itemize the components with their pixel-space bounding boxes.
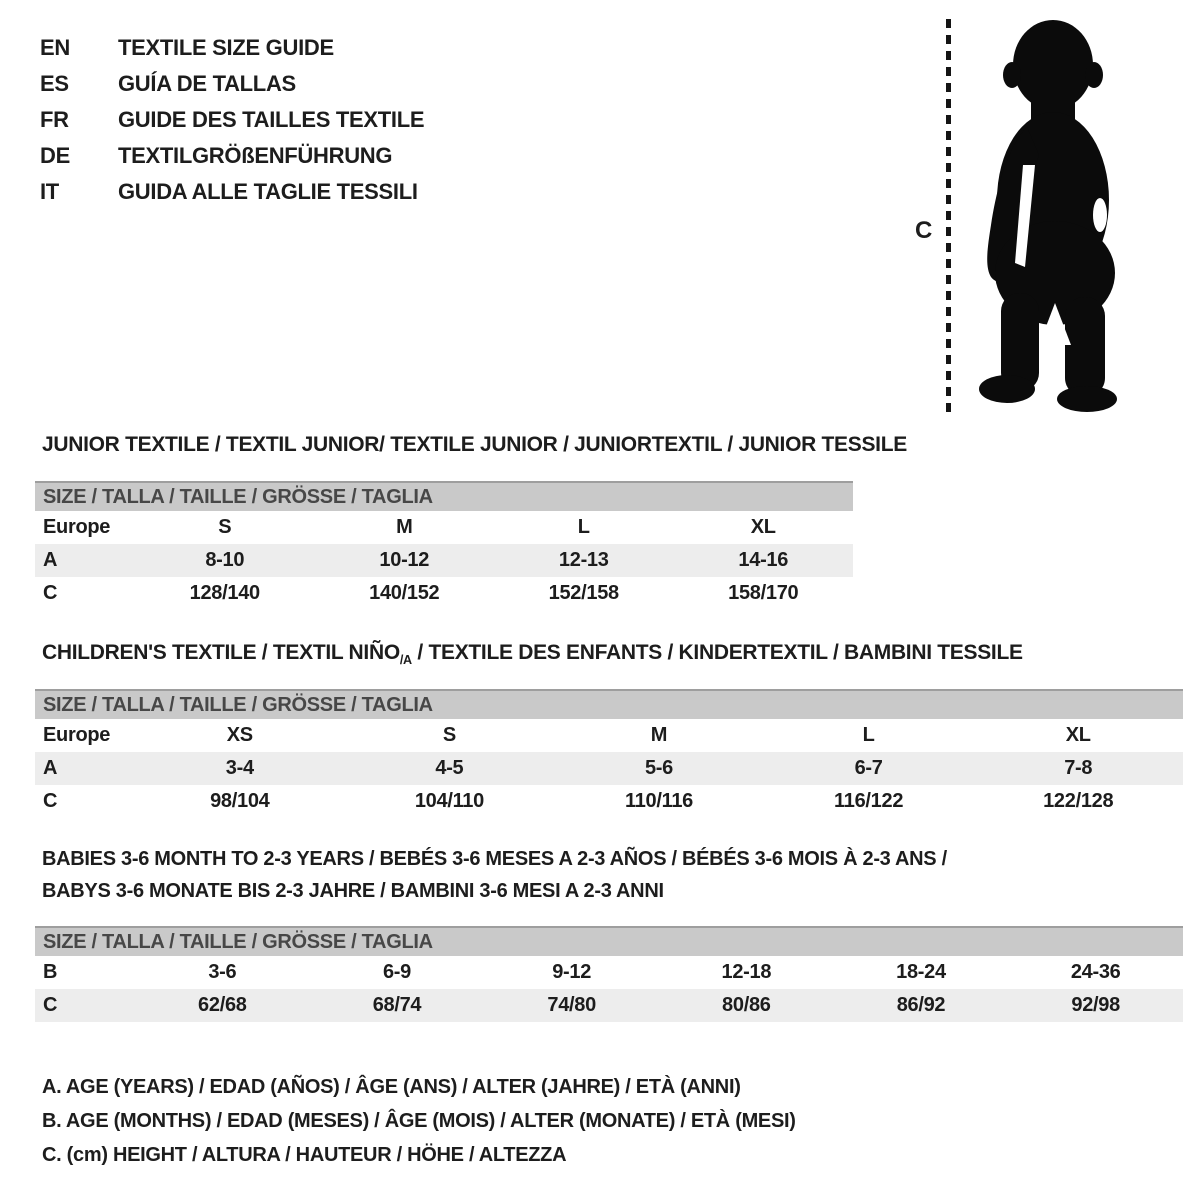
row-label: C <box>43 582 58 604</box>
height-cell: 158/170 <box>728 582 799 604</box>
children-size-header-bar: SIZE / TALLA / TAILLE / GRÖSSE / TAGLIA <box>35 689 1183 719</box>
legend-line-a: A. AGE (YEARS) / EDAD (AÑOS) / ÂGE (ANS) / ALTER (JAHRE) / ETÀ (ANNI) <box>42 1076 741 1098</box>
babies-section-title <box>42 843 947 907</box>
row-label: B <box>43 961 58 983</box>
size-cell: XS <box>226 724 253 746</box>
language-title-block <box>40 30 424 210</box>
height-cell: 68/74 <box>372 994 422 1016</box>
size-cell: XL <box>750 516 776 538</box>
babies-title-line1: BABIES 3-6 MONTH TO 2-3 YEARS / BEBÉS 3-6 MESES A 2-3 AÑOS / BÉBÉS 3-6 MOIS À 2-3 ANS / <box>42 848 947 870</box>
height-cell: 152/158 <box>548 582 619 604</box>
age-cell: 4-5 <box>435 757 464 779</box>
row-label: A <box>43 549 58 571</box>
guide-title-it: GUIDA ALLE TAGLIE TESSILI <box>118 179 418 204</box>
table-row <box>35 544 853 577</box>
table-row <box>35 956 1183 989</box>
age-cell: 5-6 <box>644 757 673 779</box>
language-code: FR <box>40 107 69 132</box>
language-row-it <box>40 174 424 210</box>
height-measure-figure <box>915 15 1155 420</box>
height-cell: 110/116 <box>624 790 693 812</box>
babies-size-table <box>35 926 1183 1022</box>
row-label: C <box>43 790 58 812</box>
months-cell: 24-36 <box>1070 961 1121 983</box>
toddler-silhouette-icon <box>963 15 1143 415</box>
height-cell: 116/122 <box>834 790 904 812</box>
language-code: EN <box>40 35 70 60</box>
size-cell: M <box>396 516 413 538</box>
height-cell: 122/128 <box>1043 790 1114 812</box>
table-row <box>35 785 1183 818</box>
size-cell: L <box>577 516 590 538</box>
language-row-en <box>40 30 424 66</box>
height-cell: 92/98 <box>1071 994 1120 1016</box>
table-row <box>35 577 853 610</box>
babies-size-header-bar: SIZE / TALLA / TAILLE / GRÖSSE / TAGLIA <box>35 926 1183 956</box>
junior-size-header-bar: SIZE / TALLA / TAILLE / GRÖSSE / TAGLIA <box>35 481 853 511</box>
months-cell: 18-24 <box>896 961 946 983</box>
size-cell: M <box>650 724 668 746</box>
children-title-suffix: / TEXTILE DES ENFANTS / KINDERTEXTIL / BAMBINI TESSILE <box>411 641 1023 664</box>
language-code: DE <box>40 143 70 168</box>
table-row <box>35 719 1183 752</box>
row-label: A <box>43 757 58 779</box>
height-cell: 98/104 <box>210 790 270 812</box>
guide-title-es: GUÍA DE TALLAS <box>118 71 296 96</box>
row-label: C <box>43 994 58 1016</box>
size-cell: XL <box>1065 724 1091 746</box>
age-cell: 3-4 <box>225 757 254 779</box>
age-cell: 8-10 <box>205 549 245 571</box>
height-dashed-line <box>946 19 951 417</box>
language-code: ES <box>40 71 69 96</box>
height-cell: 80/86 <box>722 994 771 1016</box>
height-cell: 62/68 <box>198 994 247 1016</box>
language-row-de <box>40 138 424 174</box>
age-cell: 7-8 <box>1064 757 1093 779</box>
children-size-table <box>35 689 1183 818</box>
age-cell: 6-7 <box>854 757 883 779</box>
legend-line-b: B. AGE (MONTHS) / EDAD (MESES) / ÂGE (MOIS) / ALTER (MONATE) / ETÀ (MESI) <box>42 1110 796 1132</box>
size-cell: S <box>442 724 456 746</box>
row-label: Europe <box>43 724 111 746</box>
size-cell: S <box>218 516 232 538</box>
table-row <box>35 511 853 544</box>
months-cell: 12-18 <box>721 961 772 983</box>
children-section-title <box>42 641 1023 667</box>
language-row-es <box>40 66 424 102</box>
table-row <box>35 989 1183 1022</box>
height-cell: 104/110 <box>414 790 484 812</box>
children-title-subscript: /A <box>399 653 412 668</box>
table-row <box>35 752 1183 785</box>
age-cell: 10-12 <box>379 549 430 571</box>
legend-line-c: C. (cm) HEIGHT / ALTURA / HAUTEUR / HÖHE / ALTEZZA <box>42 1144 567 1166</box>
height-cell: 128/140 <box>189 582 260 604</box>
height-measure-label: C <box>915 217 933 244</box>
language-row-fr <box>40 102 424 138</box>
junior-section-title: JUNIOR TEXTILE / TEXTIL JUNIOR/ TEXTILE JUNIOR / JUNIORTEXTIL / JUNIOR TESSILE <box>42 433 907 456</box>
age-cell: 12-13 <box>558 549 609 571</box>
babies-title-line2: BABYS 3-6 MONATE BIS 2-3 JAHRE / BAMBINI 3-6 MESI A 2-3 ANNI <box>42 880 664 902</box>
height-cell: 74/80 <box>547 994 596 1016</box>
months-cell: 3-6 <box>208 961 237 983</box>
size-cell: L <box>862 724 875 746</box>
height-cell: 86/92 <box>896 994 946 1016</box>
height-cell: 140/152 <box>369 582 440 604</box>
language-code: IT <box>40 179 59 204</box>
age-cell: 14-16 <box>738 549 789 571</box>
guide-title-en: TEXTILE SIZE GUIDE <box>118 35 334 60</box>
junior-size-table <box>35 481 853 610</box>
months-cell: 6-9 <box>382 961 411 983</box>
row-label: Europe <box>43 516 111 538</box>
legend-block <box>42 1070 796 1172</box>
months-cell: 9-12 <box>552 961 592 983</box>
guide-title-de: TEXTILGRÖßENFÜHRUNG <box>118 143 393 168</box>
children-title-prefix: CHILDREN'S TEXTILE / TEXTIL NIÑO <box>42 641 400 664</box>
guide-title-fr: GUIDE DES TAILLES TEXTILE <box>118 107 425 132</box>
